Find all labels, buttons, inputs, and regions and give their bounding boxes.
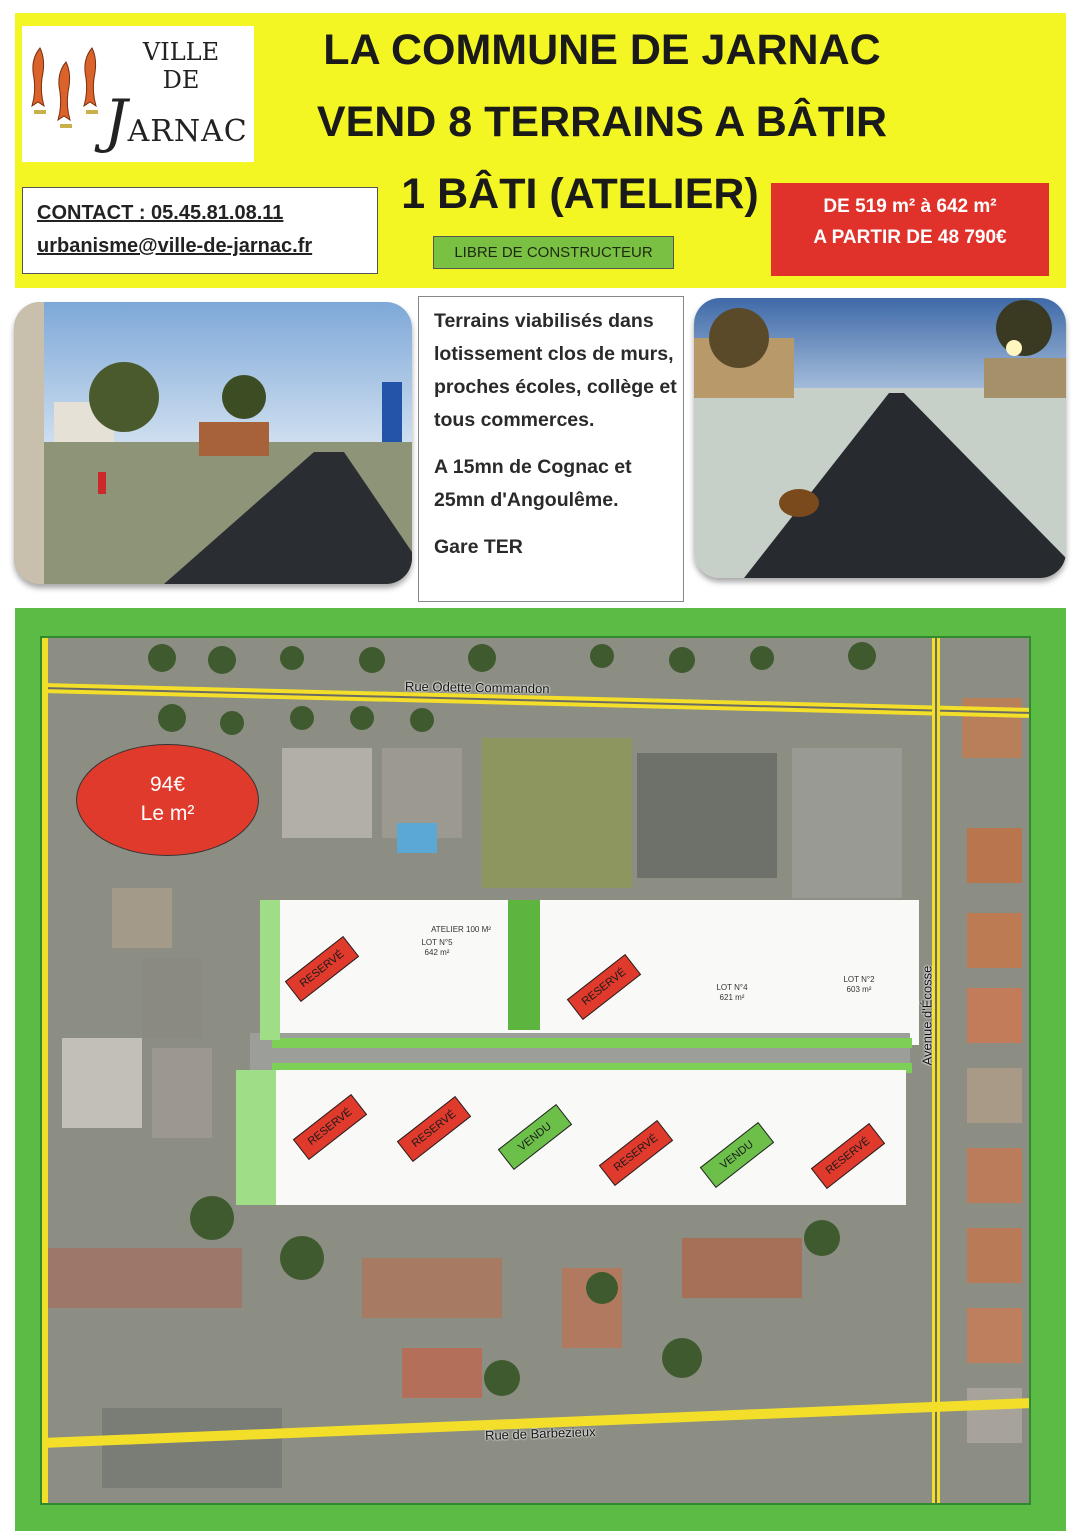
logo-rest: ARNAC	[127, 114, 248, 149]
green-path	[508, 900, 540, 1030]
lot5-area: 642 m²	[424, 948, 450, 957]
title-line-1: LA COMMUNE DE JARNAC	[323, 26, 881, 74]
green-strip-north	[272, 1038, 912, 1048]
description-para-3: Gare TER	[434, 536, 523, 558]
lot-status-tag: VENDU	[700, 1122, 774, 1188]
lot-status-tag: RESERVÉ	[285, 936, 359, 1002]
description-box	[418, 296, 684, 602]
town-logo	[22, 26, 254, 162]
description-para-2: A 15mn de Cognac et 25mn d'Angoulême.	[434, 456, 632, 511]
lot2-area: 603 m²	[846, 985, 872, 994]
lot4-label: LOT N°4	[716, 983, 748, 992]
road-label-east: Avenue d'Écosse	[919, 965, 935, 1066]
title-line-3: 1 BÂTI (ATELIER)	[401, 170, 759, 218]
street-photo-left	[14, 302, 412, 584]
price-per-m2-value: 94€	[149, 773, 186, 796]
logo-line-ville: VILLE	[142, 38, 220, 66]
atelier-label: ATELIER 100 M²	[431, 925, 491, 934]
green-edge-nw	[260, 900, 280, 1040]
description-para-1: Terrains viabilisés dans lotissement clos de murs, proches écoles, collège et tous commerces.	[434, 310, 677, 431]
contact-box	[22, 187, 378, 274]
contact-phone[interactable]: CONTACT : 05.45.81.08.11	[37, 202, 284, 224]
lots-north-block	[260, 900, 919, 1045]
price-box	[771, 183, 1049, 276]
lot-status-tag: RESERVÉ	[599, 1120, 673, 1186]
price-area-range: DE 519 m² à 642 m²	[823, 196, 997, 217]
road-label-north: Rue Odette Commandon	[404, 678, 550, 697]
logo-initial: J	[104, 87, 128, 155]
lot5-label: LOT N°5	[421, 938, 453, 947]
lot-status-tag: RESERVÉ	[811, 1123, 885, 1189]
price-per-m2-badge	[76, 744, 259, 856]
street-photo-right	[694, 298, 1066, 578]
price-starting: A PARTIR DE 48 790€	[813, 227, 1007, 248]
lot4-area: 621 m²	[719, 993, 745, 1002]
lot-status-tag: RESERVÉ	[567, 954, 641, 1020]
green-edge-west	[236, 1070, 276, 1205]
lot2-label: LOT N°2	[843, 975, 875, 984]
road-label-south: Rue de Barbezieux	[484, 1424, 596, 1443]
price-per-m2-unit: Le m²	[140, 802, 195, 825]
contact-email[interactable]: urbanisme@ville-de-jarnac.fr	[37, 235, 313, 257]
title-line-2: VEND 8 TERRAINS A BÂTIR	[316, 98, 888, 146]
lot-status-tag: RESERVÉ	[397, 1096, 471, 1162]
lot-status-tag: RESERVÉ	[293, 1094, 367, 1160]
logo-line-jarnac	[96, 87, 256, 155]
logo-line-de: DE	[162, 66, 200, 94]
free-builder-badge: LIBRE DE CONSTRUCTEUR	[433, 236, 674, 269]
lot-status-tag: VENDU	[498, 1104, 572, 1170]
